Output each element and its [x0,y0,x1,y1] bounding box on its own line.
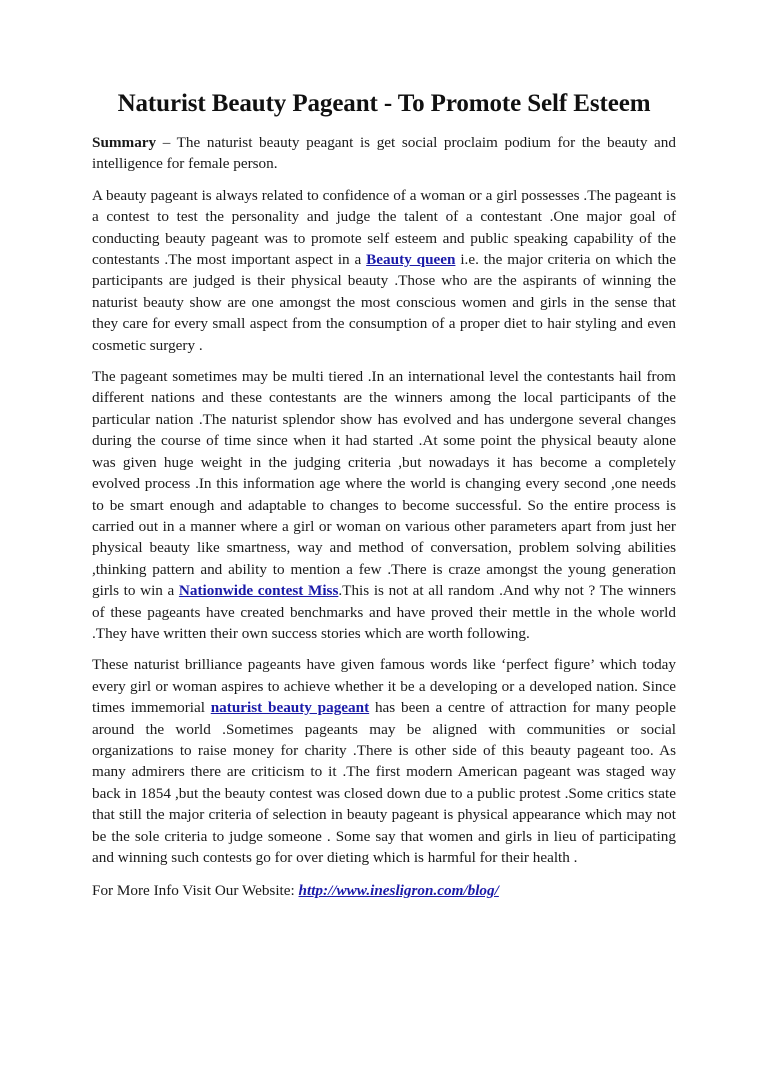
beauty-queen-link[interactable]: Beauty queen [366,251,456,269]
paragraph-3-text-after: has been a centre of attraction for many people around the world .Sometimes pageants may be aligned with communities or social organizations to raise money for charity .There is other side of this beauty pageant too. As many admirers there are criticism to it .The first modern American pageant was staged way back in 1854 ,but the beauty contest was closed down due to a public protest .Some critics state that still the major criteria of selection in beauty pageant is physical appearance which may not be the sole criteria to judge someone . Some say that women and girls in lieu of participating and winning such contests go for over dieting which is harmful for their health . [92,699,676,866]
paragraph-3-text-before: These naturist brilliance pageants have given famous words like ‘perfect figure’ which today every girl or woman aspires to achieve whether it be a developing or a developed nation. Since times immemorial [92,656,676,717]
website-link[interactable]: http://www.inesligron.com/blog/ [298,882,499,900]
paragraph-2-text-after: .This is not at all random .And why not ? The winners of these pageants have created benchmarks and have proved their mettle in the whole world .They have written their own success stories which are worth following. [92,582,676,642]
summary-label: Summary [92,134,157,151]
naturist-beauty-pageant-link[interactable]: naturist beauty pageant [210,699,370,717]
paragraph-2 [92,366,676,644]
paragraph-2-text-before: The pageant sometimes may be multi tiered .In an international level the contestants hail from different nations and these contestants are the winners among the local participants of the particular nation .The naturist splendor show has evolved and has undergone several changes during the course of time since when it had started .At some point the physical beauty alone was given huge weight in the judging criteria ,but nowadays it has become a completely evolved process .In this information age where the world is changing every second ,one needs to be smart enough and adaptable to changes to become successful. So the entire process is carried out in a manner where a girl or woman on various other parameters apart from just her physical beauty like smartness, way and method of conversation, problem solving abilities ,thinking pattern and ability to mention a few .There is craze amongst the young generation girls to win a [92,368,676,600]
paragraph-3 [92,654,676,868]
nationwide-contest-miss-link[interactable]: Nationwide contest Miss [178,582,339,600]
paragraph-1 [92,185,676,356]
summary-paragraph [92,132,676,175]
footer-label: For More Info Visit Our Website: [92,882,299,900]
document-title: Naturist Beauty Pageant - To Promote Self Esteem [117,90,651,117]
document-page [92,88,676,912]
paragraph-1-text-before: A beauty pageant is always related to confidence of a woman or a girl possesses .The pageant is a contest to test the personality and judge the talent of a contestant .One major goal of conducting beauty pageant was to promote self esteem and public speaking capability of the contestants .The most important aspect in a [92,186,676,269]
summary-text: – The naturist beauty peagant is get social proclaim podium for the beauty and intelligence for female person. [92,134,676,173]
paragraph-1-text-after: i.e. the major criteria on which the participants are judged is their physical beauty .Those who are the aspirants of winning the naturist beauty show are one amongst the most conscious women and girls in the sense that they care for every small aspect from the consumption of a proper diet to hair styling and even cosmetic surgery . [92,251,677,354]
footer-line [92,880,676,901]
